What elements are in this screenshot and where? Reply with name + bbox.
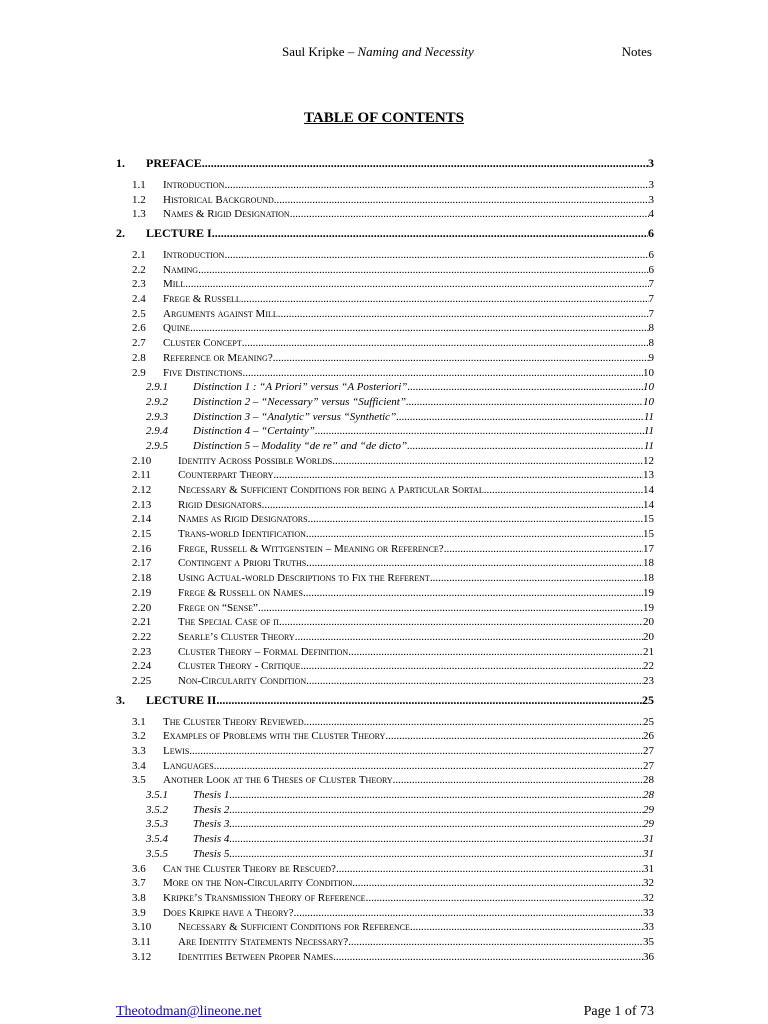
toc-entry-label: Historical Background [163, 193, 274, 206]
toc-entry-label: Introduction [163, 178, 225, 191]
toc-entry-page: 11 [643, 425, 654, 438]
toc-entry-number: 3.10 [132, 921, 152, 934]
toc-entry-number: 2.11 [132, 469, 151, 482]
toc-entry-number: 2.9.2 [146, 395, 168, 408]
toc-entry-label: Contingent a Priori Truths [178, 557, 307, 570]
toc-entry-page: 25 [643, 715, 654, 728]
toc-entry[interactable] [116, 207, 654, 222]
toc-entry-page: 19 [643, 601, 654, 614]
document-title [282, 44, 474, 60]
work-title: Naming and Necessity [357, 44, 474, 59]
toc-entry-page: 18 [643, 557, 654, 570]
toc-entry-number: 2.10 [132, 454, 152, 467]
toc-entry-page: 7 [648, 293, 654, 306]
toc-entry[interactable] [116, 277, 654, 292]
toc-entry-label: Are Identity Statements Necessary? [178, 935, 349, 948]
toc-entry-label: Names as Rigid Designators [178, 513, 308, 526]
dot-leader [241, 292, 649, 307]
toc-entry-label: Thesis 3 [193, 818, 230, 831]
dot-leader [229, 818, 643, 833]
toc-entry-label: Distinction 1 : “A Priori” versus “A Posteriori” [193, 381, 408, 394]
dot-leader [279, 615, 643, 630]
dot-leader [333, 950, 643, 965]
dot-leader [273, 468, 643, 483]
dot-leader [393, 773, 643, 788]
toc-entry-page: 27 [643, 745, 654, 758]
toc-entry-page: 20 [643, 616, 654, 629]
toc-entry[interactable] [116, 380, 654, 395]
toc-entry-label: Mill [163, 278, 186, 291]
toc-entry-page: 13 [643, 469, 654, 482]
toc-entry-number: 3.1 [132, 715, 146, 728]
dot-leader [315, 424, 644, 439]
toc-entry-number: 3.5.2 [146, 803, 168, 816]
toc-entry-page: 31 [643, 862, 654, 875]
toc-entry[interactable] [116, 847, 654, 862]
toc-chapter-entry[interactable] [116, 154, 654, 172]
toc-entry-label: Kripke’s Transmission Theory of Reference [163, 891, 366, 904]
dot-leader [214, 759, 643, 774]
toc-entry[interactable] [116, 439, 654, 454]
toc-entry-page: 36 [643, 950, 654, 963]
toc-entry-page: 29 [643, 803, 654, 816]
dot-leader [407, 439, 644, 454]
toc-entry[interactable] [116, 557, 654, 572]
toc-entry[interactable] [116, 729, 654, 744]
toc-entry-number: 2.13 [132, 498, 152, 511]
toc-entry[interactable] [116, 307, 654, 322]
dot-leader [484, 483, 643, 498]
toc-entry-label: Reference or Meaning? [163, 351, 273, 364]
dot-leader [308, 512, 643, 527]
toc-entry-label: Distinction 4 – “Certainty” [193, 425, 315, 438]
toc-entry-page: 9 [648, 351, 654, 364]
toc-entry-number: 2.15 [132, 528, 152, 541]
toc-entry-label: Thesis 4 [193, 833, 230, 846]
toc-entry-number: 3.5.1 [146, 789, 168, 802]
toc-entry-label: Lewis [163, 745, 190, 758]
toc-entry-label: The Special Case of π [178, 616, 279, 629]
toc-entry[interactable] [116, 674, 654, 689]
toc-entry[interactable] [116, 366, 654, 381]
toc-entry[interactable] [116, 263, 654, 278]
toc-entry-page: 10 [643, 381, 654, 394]
toc-entry-label: Distinction 3 – “Analytic” versus “Synthetic” [193, 410, 397, 423]
toc-entry-number: 2.1 [132, 249, 146, 262]
dot-leader [348, 645, 643, 660]
toc-entry[interactable] [116, 876, 654, 891]
dot-leader [229, 847, 643, 862]
toc-entry-page: 10 [643, 395, 654, 408]
toc-entry[interactable] [116, 454, 654, 469]
toc-entry-label: LECTURE I [146, 226, 212, 241]
toc-entry-page: 19 [643, 586, 654, 599]
dot-leader [336, 862, 643, 877]
toc-entry-label: Searle’s Cluster Theory [178, 630, 295, 643]
dot-leader [198, 263, 648, 278]
toc-entry[interactable] [116, 351, 654, 366]
toc-entry-number: 2.17 [132, 557, 152, 570]
toc-entry-number: 3.12 [132, 950, 152, 963]
toc-entry-label: Distinction 2 – “Necessary” versus “Sufficient” [193, 395, 406, 408]
toc-entry-label: Counterpart Theory [178, 469, 274, 482]
toc-entry[interactable] [116, 645, 654, 660]
page-number: Page 1 of 73 [583, 1004, 654, 1019]
toc-entry[interactable] [116, 891, 654, 906]
table-of-contents [116, 152, 654, 964]
toc-entry[interactable] [116, 322, 654, 337]
toc-entry-label: Languages [163, 759, 214, 772]
toc-entry-page: 11 [643, 410, 654, 423]
dot-leader [290, 207, 649, 222]
toc-entry-page: 22 [643, 660, 654, 673]
toc-entry[interactable] [116, 336, 654, 351]
dot-leader [306, 557, 643, 572]
toc-entry-number: 2.19 [132, 586, 152, 599]
toc-entry-label: Distinction 5 – Modality “de re” and “de dicto” [193, 439, 408, 452]
toc-entry-number: 1.2 [132, 193, 146, 206]
toc-entry-label: Another Look at the 6 Theses of Cluster Theory [163, 774, 393, 787]
dot-leader [385, 729, 643, 744]
toc-entry-label: Does Kripke have a Theory? [163, 906, 294, 919]
toc-entry-number: 2. [116, 226, 125, 241]
toc-entry-number: 2.9.3 [146, 410, 168, 423]
toc-entry-label: Frege on “Sense” [178, 601, 258, 614]
toc-entry-number: 3.5 [132, 774, 146, 787]
dot-leader [278, 307, 649, 322]
toc-entry-page: 12 [643, 454, 654, 467]
dot-leader [306, 527, 643, 542]
toc-entry-number: 2.9 [132, 366, 146, 379]
toc-entry-number: 2.5 [132, 307, 146, 320]
toc-entry-number: 2.22 [132, 630, 152, 643]
toc-entry-number: 2.20 [132, 601, 152, 614]
toc-entry[interactable] [116, 542, 654, 557]
toc-entry-page: 21 [643, 645, 654, 658]
toc-entry-page: 32 [643, 891, 654, 904]
toc-entry[interactable] [116, 395, 654, 410]
toc-entry-page: 8 [648, 337, 654, 350]
toc-entry[interactable] [116, 630, 654, 645]
dot-leader [229, 803, 643, 818]
toc-entry-page: 25 [642, 692, 654, 707]
toc-entry-label: Names & Rigid Designation [163, 208, 290, 221]
toc-entry-page: 14 [643, 498, 654, 511]
dot-leader [202, 154, 648, 172]
toc-entry-page: 6 [648, 226, 654, 241]
dot-leader [258, 601, 643, 616]
toc-entry-page: 3 [648, 178, 654, 191]
toc-entry-page: 15 [643, 513, 654, 526]
dot-leader [274, 193, 649, 208]
toc-entry-number: 3.9 [132, 906, 146, 919]
toc-entry-page: 28 [643, 774, 654, 787]
toc-entry[interactable] [116, 615, 654, 630]
toc-entry-label: Cluster Theory - Critique [178, 660, 301, 673]
toc-entry[interactable] [116, 292, 654, 307]
toc-entry[interactable] [116, 803, 654, 818]
toc-entry-label: Necessary & Sufficient Conditions for Reference [178, 921, 410, 934]
dot-leader [190, 322, 648, 337]
toc-entry[interactable] [116, 571, 654, 586]
toc-entry[interactable] [116, 715, 654, 730]
dot-leader [216, 691, 642, 709]
toc-entry-label: Rigid Designators [178, 498, 262, 511]
dot-leader [300, 659, 643, 674]
toc-entry[interactable] [116, 601, 654, 616]
toc-entry-number: 3.8 [132, 891, 146, 904]
toc-entry-page: 8 [648, 322, 654, 335]
dot-leader [295, 630, 643, 645]
toc-entry-number: 3.7 [132, 877, 146, 890]
toc-entry-label: Frege & Russell [163, 293, 241, 306]
toc-entry-page: 10 [643, 366, 654, 379]
toc-entry-number: 3.11 [132, 935, 151, 948]
toc-entry[interactable] [116, 788, 654, 803]
dot-leader [348, 935, 643, 950]
toc-entry[interactable] [116, 178, 654, 193]
toc-entry-label: Thesis 5 [193, 847, 230, 860]
notes-label: Notes [621, 44, 652, 59]
dot-leader [407, 380, 643, 395]
toc-entry-page: 18 [643, 572, 654, 585]
author: Saul Kripke – [282, 44, 358, 59]
toc-entry-page: 20 [643, 630, 654, 643]
dot-leader [444, 542, 643, 557]
dot-leader [304, 715, 643, 730]
toc-entry-page: 29 [643, 818, 654, 831]
toc-entry[interactable] [116, 483, 654, 498]
toc-entry-label: Thesis 2 [193, 803, 230, 816]
toc-chapter-entry[interactable] [116, 224, 654, 242]
toc-entry-label: Cluster Theory – Formal Definition [178, 645, 349, 658]
dot-leader [189, 744, 643, 759]
toc-entry-label: Identity Across Possible Worlds [178, 454, 333, 467]
toc-entry[interactable] [116, 248, 654, 263]
toc-entry[interactable] [116, 818, 654, 833]
toc-entry-page: 28 [643, 789, 654, 802]
dot-leader [406, 395, 643, 410]
toc-entry-label: LECTURE II [146, 692, 217, 707]
toc-entry-number: 2.18 [132, 572, 152, 585]
toc-entry-number: 2.21 [132, 616, 152, 629]
toc-entry-label: Introduction [163, 249, 225, 262]
toc-entry[interactable] [116, 773, 654, 788]
toc-entry-number: 1. [116, 156, 125, 170]
toc-entry-number: 2.25 [132, 674, 152, 687]
toc-chapter-entry[interactable] [116, 691, 654, 709]
toc-entry-page: 33 [643, 921, 654, 934]
toc-entry[interactable] [116, 527, 654, 542]
dot-leader [366, 891, 643, 906]
toc-entry[interactable] [116, 920, 654, 935]
toc-entry-number: 2.24 [132, 660, 152, 673]
dot-leader [273, 351, 649, 366]
dot-leader [224, 248, 648, 263]
toc-entry-page: 15 [643, 528, 654, 541]
dot-leader [352, 876, 643, 891]
toc-entry-number: 2.7 [132, 337, 146, 350]
toc-entry[interactable] [116, 193, 654, 208]
toc-entry-label: Non-Circularity Condition [178, 674, 307, 687]
toc-entry-number: 3.2 [132, 730, 146, 743]
toc-entry[interactable] [116, 935, 654, 950]
toc-entry-label: Trans-world Identification [178, 528, 306, 541]
toc-entry-number: 2.8 [132, 351, 146, 364]
toc-entry[interactable] [116, 862, 654, 877]
toc-entry-label: The Cluster Theory Reviewed [163, 715, 304, 728]
dot-leader [430, 571, 643, 586]
dot-leader [396, 410, 644, 425]
dot-leader [262, 498, 643, 513]
toc-entry-number: 2.4 [132, 293, 146, 306]
toc-entry[interactable] [116, 744, 654, 759]
toc-entry-number: 3.3 [132, 745, 146, 758]
toc-entry[interactable] [116, 832, 654, 847]
toc-entry-page: 35 [643, 935, 654, 948]
dot-leader [303, 586, 643, 601]
dot-leader [185, 277, 648, 292]
toc-entry[interactable] [116, 410, 654, 425]
toc-entry-page: 27 [643, 759, 654, 772]
toc-entry-label: Quine [163, 322, 191, 335]
toc-entry-label: Necessary & Sufficient Conditions for being a Particular Sortal [178, 484, 484, 497]
toc-entry-number: 2.2 [132, 263, 146, 276]
toc-entry-number: 3.5.5 [146, 847, 168, 860]
toc-entry-label: Arguments against Mill [163, 307, 278, 320]
dot-leader [332, 454, 643, 469]
toc-entry[interactable] [116, 512, 654, 527]
toc-entry-number: 2.9.5 [146, 439, 168, 452]
dot-leader [212, 224, 648, 242]
toc-entry[interactable] [116, 759, 654, 774]
toc-heading: TABLE OF CONTENTS [303, 110, 465, 126]
toc-entry-number: 2.16 [132, 542, 152, 555]
dot-leader [294, 906, 643, 921]
toc-entry-page: 6 [648, 263, 654, 276]
dot-leader [242, 336, 649, 351]
toc-entry-page: 23 [643, 674, 654, 687]
toc-entry-page: 7 [648, 307, 654, 320]
toc-entry[interactable] [116, 424, 654, 439]
toc-entry-number: 3.5.3 [146, 818, 168, 831]
toc-entry[interactable] [116, 498, 654, 513]
toc-entry-page: 26 [643, 730, 654, 743]
toc-entry-number: 3.5.4 [146, 833, 168, 846]
toc-entry-number: 2.14 [132, 513, 152, 526]
toc-entry-number: 2.12 [132, 484, 152, 497]
toc-entry[interactable] [116, 950, 654, 965]
toc-entry-number: 2.23 [132, 645, 152, 658]
dot-leader [229, 788, 643, 803]
toc-entry-label: Examples of Problems with the Cluster Theory [163, 730, 386, 743]
toc-entry[interactable] [116, 906, 654, 921]
dot-leader [410, 920, 643, 935]
toc-entry-page: 3 [648, 156, 654, 170]
toc-entry-label: Naming [163, 263, 199, 276]
toc-entry[interactable] [116, 659, 654, 674]
toc-entry-page: 32 [643, 877, 654, 890]
toc-entry-page: 3 [648, 193, 654, 206]
toc-entry-label: Can the Cluster Theory be Rescued? [163, 862, 336, 875]
toc-entry-label: Cluster Concept [163, 337, 242, 350]
toc-entry[interactable] [116, 586, 654, 601]
toc-entry-label: Using Actual-world Descriptions to Fix the Referent [178, 572, 430, 585]
email-link[interactable]: Theotodman@lineone.net [116, 1004, 262, 1019]
toc-entry-number: 2.3 [132, 278, 146, 291]
toc-entry-label: Five Distinctions [163, 366, 243, 379]
toc-entry-number: 3.6 [132, 862, 146, 875]
toc-entry-label: Identities Between Proper Names [178, 950, 334, 963]
page-header [0, 44, 768, 64]
toc-entry[interactable] [116, 468, 654, 483]
toc-entry-label: Frege, Russell & Wittgenstein – Meaning or Reference? [178, 542, 444, 555]
toc-entry-label: More on the Non-Circularity Condition [163, 877, 353, 890]
toc-entry-page: 6 [648, 249, 654, 262]
toc-entry-number: 1.3 [132, 208, 146, 221]
dot-leader [229, 832, 643, 847]
toc-entry-page: 7 [648, 278, 654, 291]
toc-entry-number: 2.6 [132, 322, 146, 335]
toc-entry-label: PREFACE [146, 156, 202, 170]
toc-entry-number: 1.1 [132, 178, 146, 191]
toc-entry-page: 31 [643, 833, 654, 846]
toc-entry-number: 2.9.1 [146, 381, 168, 394]
dot-leader [306, 674, 643, 689]
toc-entry-page: 33 [643, 906, 654, 919]
dot-leader [242, 366, 643, 381]
toc-entry-number: 2.9.4 [146, 425, 168, 438]
toc-entry-page: 31 [643, 847, 654, 860]
dot-leader [224, 178, 648, 193]
toc-entry-label: Frege & Russell on Names [178, 586, 303, 599]
toc-entry-page: 14 [643, 484, 654, 497]
toc-entry-label: Thesis 1 [193, 789, 230, 802]
toc-entry-number: 3.4 [132, 759, 146, 772]
toc-entry-page: 11 [643, 439, 654, 452]
toc-entry-number: 3. [116, 692, 125, 707]
toc-entry-page: 4 [648, 208, 654, 221]
toc-entry-page: 17 [643, 542, 654, 555]
